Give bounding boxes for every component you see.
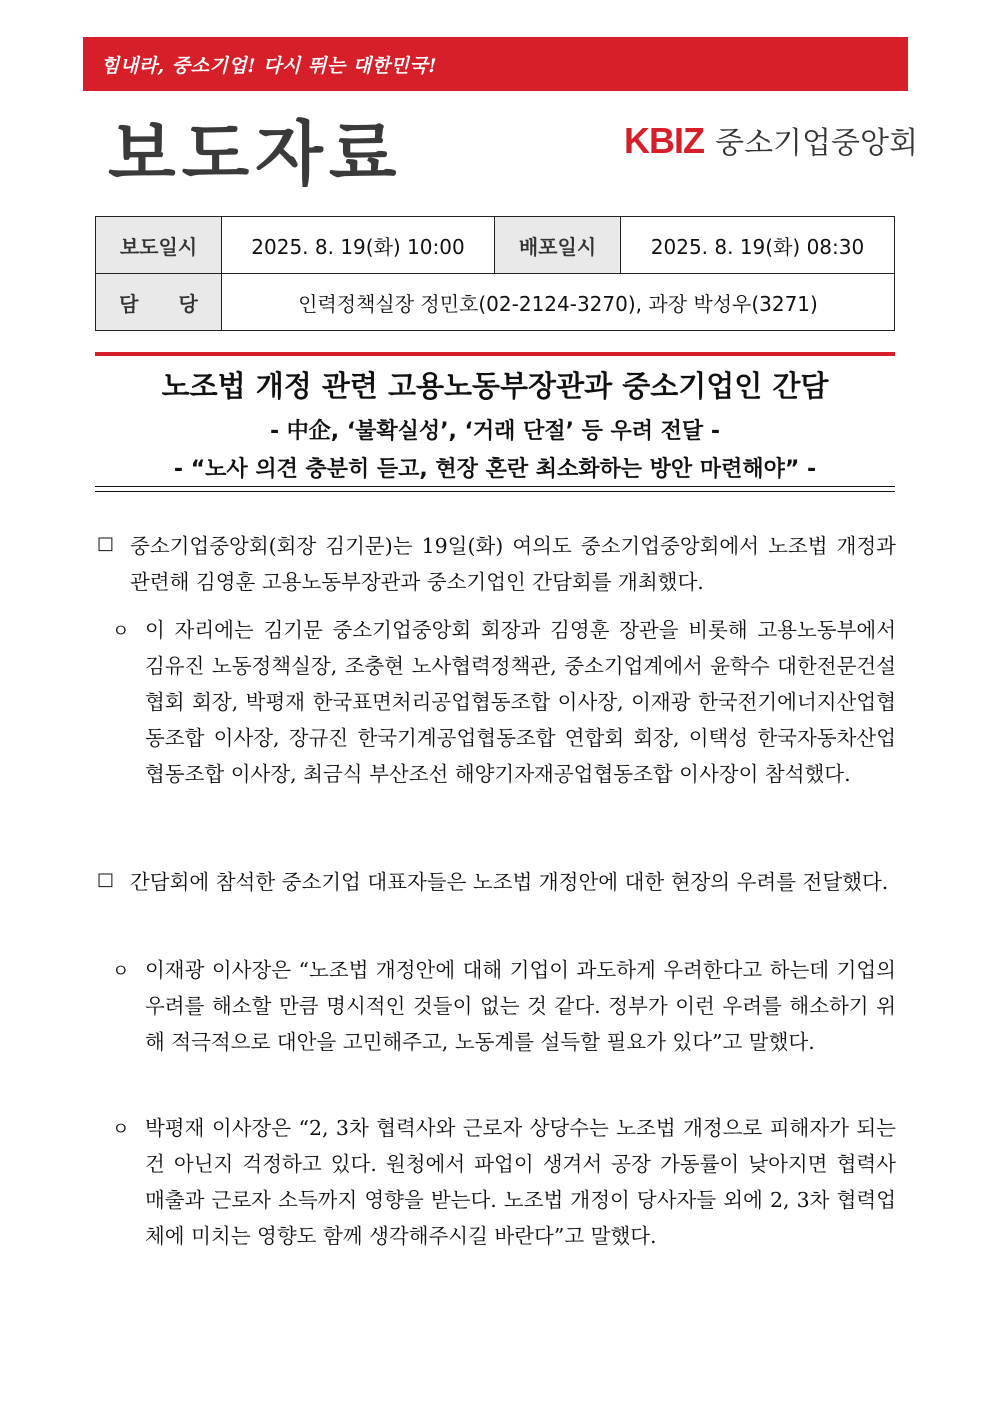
release-date-value: 2025. 8. 19(화) 10:00 xyxy=(222,217,495,274)
section-marker: □ xyxy=(97,533,115,554)
release-row xyxy=(96,217,895,274)
body-paragraph-3: 간담회에 참석한 중소기업 대표자들은 노조법 개정안에 대한 현장의 우려를 전달했다. xyxy=(130,870,889,894)
body-paragraph-5: 박평재 이사장은 “2, 3차 협력사와 근로자 상당수는 노조법 개정으로 피해자가 되는 건 아닌지 걱정하고 있다. 원청에서 파업이 생겨서 공장 가동률이 낮아지면 협력사 매출과 근로자 소득까지 영향을 받는다. 노조법 개정이 당사자들 외에 2, 3차 협력업체에 미치는 영향도 함께 생각해주시길 바란다”고 말했다. xyxy=(145,1116,896,1248)
subheadline-2: - “노사 의견 충분히 듣고, 현장 혼란 최소화하는 방안 마련해야” - xyxy=(173,457,817,482)
body-paragraph-4: 이재광 이사장은 “노조법 개정안에 대해 기업이 과도하게 우려한다고 하는데 기업의 우려를 해소할 만큼 명시적인 것들이 없는 것 같다. 정부가 이런 우려를 해소하기 위해 적극적으로 대안을 고민해주고, 노동계를 설득할 필요가 있다”고 말했다. xyxy=(145,958,896,1054)
logo-mark: KBIZ xyxy=(624,120,704,161)
contact-row xyxy=(96,274,895,331)
distribution-date-value: 2025. 8. 19(화) 08:30 xyxy=(621,217,895,274)
distribution-date-label: 배포일시 xyxy=(495,217,621,274)
headline-top-rule xyxy=(95,352,895,356)
release-info-table xyxy=(95,216,895,331)
banner-slogan: 힘내라, 중소기업! 다시 뛰는 대한민국! xyxy=(101,55,438,77)
logo-organization-name: 중소기업중앙회 xyxy=(715,126,918,161)
contact-label: 담 당 xyxy=(96,274,222,331)
release-date-label: 보도일시 xyxy=(96,217,222,274)
bullet-marker: ㅇ xyxy=(112,1119,130,1140)
subheadline-1: - 中企, ‘불확실성’, ‘거래 단절’ 등 우려 전달 - xyxy=(270,419,720,444)
body-paragraph-1: 중소기업중앙회(회장 김기문)는 19일(화) 여의도 중소기업중앙회에서 노조법 개정과 관련해 김영훈 고용노동부장관과 중소기업인 간담회를 개최했다. xyxy=(130,534,896,594)
header-banner xyxy=(83,37,908,91)
bullet-marker: ㅇ xyxy=(112,621,130,642)
bullet-marker: ㅇ xyxy=(112,961,130,982)
body-paragraph-2: 이 자리에는 김기문 중소기업중앙회 회장과 김영훈 장관을 비롯해 고용노동부에서 김유진 노동정책실장, 조충현 노사협력정책관, 중소기업계에서 윤학수 대한전문건설협회 회장, 박평재 한국표면처리공업협동조합 이사장, 이재광 한국전기에너지산업협동조합 이사장, 장규진 한국기계공업협동조합 연합회 회장, 이택성 한국자동차산업협동조합 이사장, 최금식 부산조선 해양기자재공업협동조합 이사장이 참석했다. xyxy=(145,618,896,786)
headline: 노조법 개정 관련 고용노동부장관과 중소기업인 간담 xyxy=(161,369,829,403)
kbiz-logo xyxy=(624,118,918,161)
contact-value: 인력정책실장 정민호(02-2124-3270), 과장 박성우(3271) xyxy=(222,274,895,331)
document-type-title: 보도자료 xyxy=(108,113,403,195)
section-marker: □ xyxy=(97,869,115,890)
headline-bottom-rule xyxy=(95,486,895,492)
